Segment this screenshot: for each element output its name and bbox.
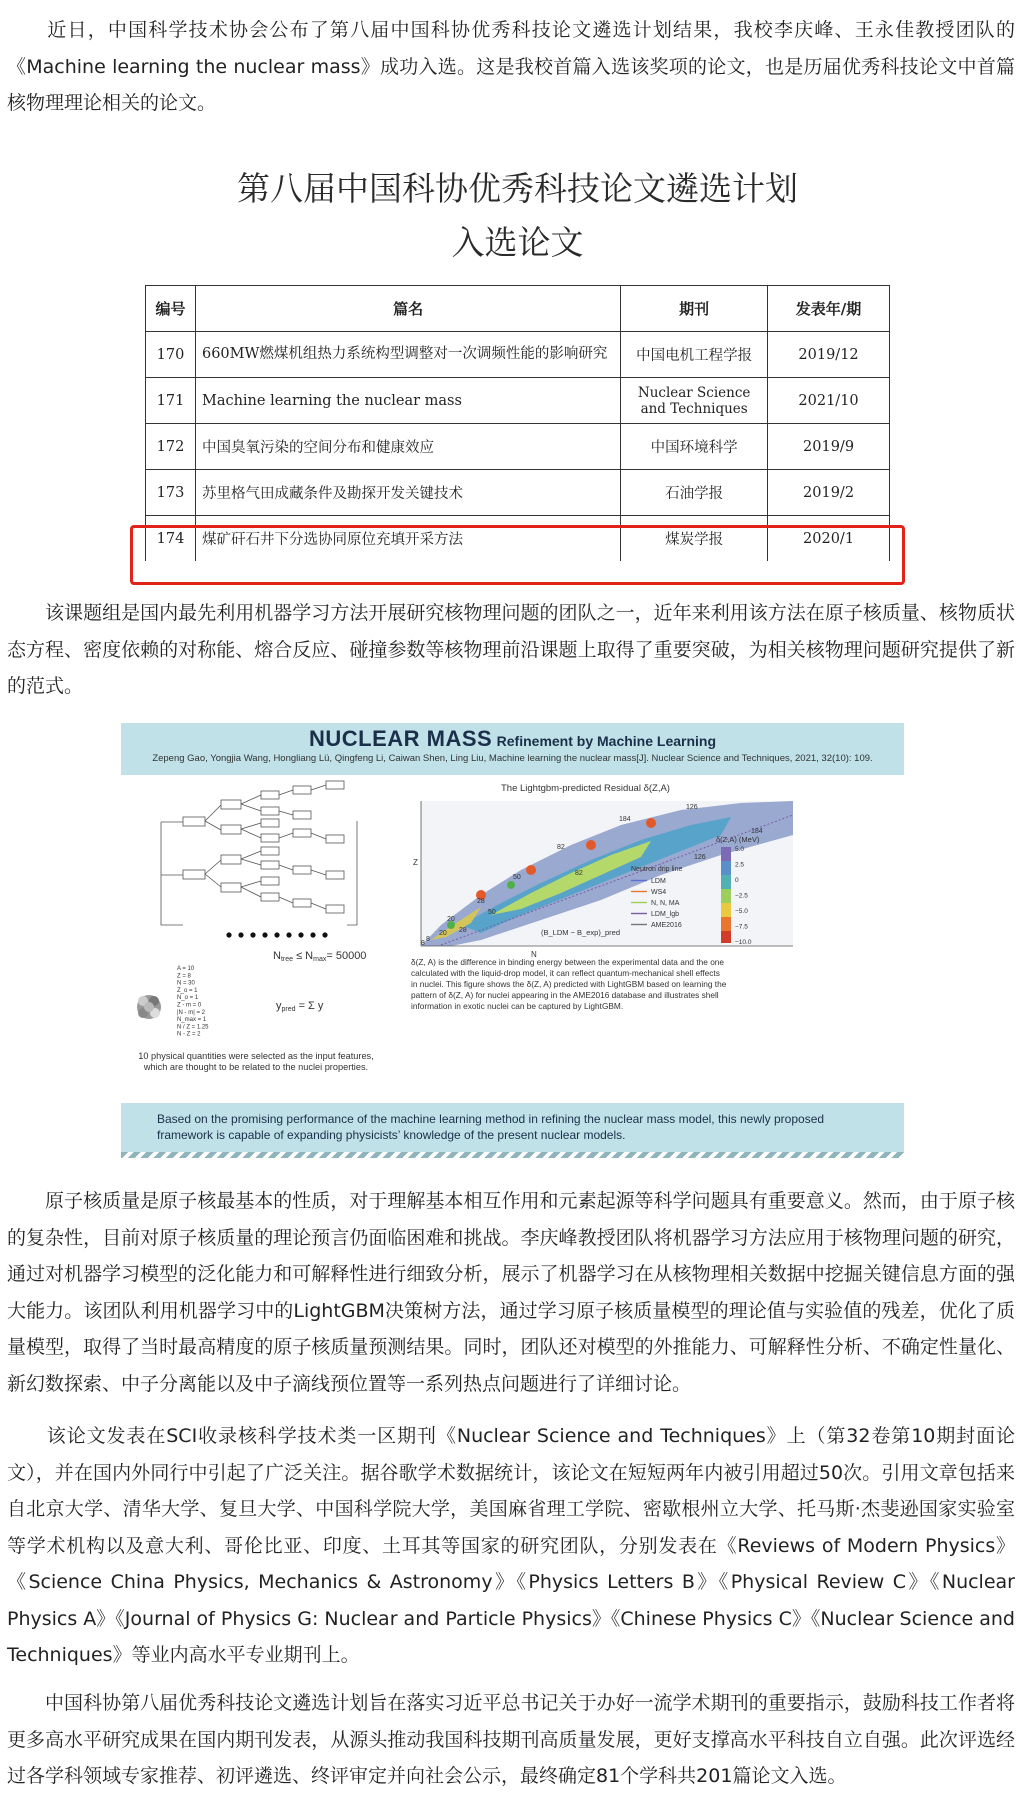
row-title: 苏里格气田成藏条件及勘探开发关键技术 — [195, 470, 620, 516]
feature-item: Z_o = 1 — [177, 987, 198, 994]
legend-item: LDM — [651, 878, 666, 885]
row-year-issue: 2019/9 — [768, 424, 890, 470]
feature-item: N - Z = 2 — [177, 1031, 201, 1038]
row-title: 660MW燃煤机组热力系统构型调整对一次调频性能的影响研究 — [195, 332, 620, 378]
decision-tree-diagram — [161, 781, 357, 925]
header-journal: 期刊 — [621, 286, 768, 332]
right-caption-line: calculated with the liquid-drop model, it can reflect quantum-mechanical shell effects — [411, 968, 720, 978]
table-row — [146, 332, 890, 378]
plot-title: The Lightgbm-predicted Residual δ(Z,A) — [501, 783, 670, 794]
axis-z-label: Z — [413, 858, 418, 867]
magic-number-label: 20 — [439, 930, 447, 937]
colorbar — [721, 847, 731, 943]
legend-title: Neutron drip line — [631, 866, 683, 873]
formula-box: (B_LDM − B_exp)_pred — [541, 928, 620, 937]
poster-graphics — [121, 775, 904, 1105]
legend-item: N, N, MA — [651, 900, 680, 907]
nucleus-icon — [137, 995, 161, 1019]
feature-item: N_o = 1 — [177, 995, 199, 1002]
nuclear-mass-paragraph: 原子核质量是原子核最基本的性质，对于理解基本相互作用和元素起源等科学问题具有重要意义。然而，由于原子核的复杂性，目前对原子核质量的理论预言仍面临困难和挑战。李庆峰教授团队将机器学习方法应用于核物理问题的研究，通过对机器学习模型的泛化能力和可解释性进行细致分析，展示了机器学习在从核物理相关数据中挖掘关键信息方面的强大能力。该团队利用机器学习中的LightGBM决策树方法，通过学习原子核质量模型的理论值与实验值的残差，优化了质量模型，取得了当时最高精度的原子核质量预测结果。同时，团队还对模型的外推能力、可解释性分析、不确定性量化、新幻数探索、中子分离能以及中子滴线预位置等一系列热点问题进行了详细讨论。 — [7, 1190, 1015, 1395]
feature-item: N_max = 1 — [177, 1017, 207, 1024]
colorbar-tick: −10.0 — [735, 939, 752, 946]
poster-footer-text: Based on the promising performance of the machine learning method in refining the nuclear mass model, this newly proposed framework is capable of expanding physicists’ knowledge of the present nuclear models. — [157, 1112, 825, 1142]
award-figure-title: 第八届中国科协优秀科技论文遴选计划 — [237, 169, 798, 208]
award-table — [145, 285, 890, 561]
program-paragraph: 中国科协第八届优秀科技论文遴选计划旨在落实习近平总书记关于办好一流学术期刊的重要指示，鼓励科技工作者将更多高水平研究成果在国内期刊发表，从源头推动我国科技期刊高质量发展，更好支撑高水平科技自立自强。此次评选经过各学科领域专家推荐、初评遴选、终评审定并向社会公示，最终确定81个学科共201篇论文入选。 — [7, 1692, 1015, 1787]
colorbar-tick: −2.5 — [735, 892, 748, 900]
magic-number-label: 28 — [477, 898, 485, 905]
magic-number-label: 50 — [488, 909, 496, 916]
table-row — [146, 470, 890, 516]
magic-number-label: 8 — [426, 936, 430, 943]
row-year-issue: 2021/10 — [768, 378, 890, 424]
colorbar-tick: 2.5 — [735, 861, 745, 869]
colorbar-tick: 5.0 — [735, 846, 745, 853]
poster-footer-band — [121, 1103, 904, 1158]
feature-item: |N - m| = 2 — [177, 1009, 205, 1016]
tree-count-formula: Ntree ≤ Nmax= 50000 — [273, 950, 367, 963]
colorbar-title: δ(Z,A) (MeV) — [716, 835, 760, 844]
feature-item: Z = 8 — [177, 973, 191, 980]
magic-number-label: 82 — [557, 844, 565, 851]
poster-citation: Zepeng Gao, Yongjia Wang, Hongliang Lü, Qingfeng Li, Caiwan Shen, Ling Liu, Machine learning the nuclear mass[J]. Nuclear Science and Techniques, 2021, 32(10): 109. — [152, 753, 873, 764]
right-caption-line: pattern of δ(Z, A) for nuclei appearing in the AME2016 database and illustrates shell — [411, 990, 719, 1000]
team-paragraph: 该课题组是国内最先利用机器学习方法开展研究核物理问题的团队之一，近年来利用该方法在原子核质量、核物质状态方程、密度依赖的对称能、熔合反应、碰撞参数等核物理前沿课题上取得了重要突破，为相关核物理问题研究提供了新的范式。 — [7, 602, 1015, 697]
magic-number-label: 126 — [694, 854, 706, 861]
right-caption-line: in nuclei. This figure shows the δ(Z, A) predicted with LightGBM based on learning the — [411, 979, 727, 989]
row-journal: Nuclear Science and Techniques — [621, 378, 768, 424]
magic-number-label: 184 — [619, 816, 631, 823]
row-number: 170 — [146, 332, 196, 378]
feature-item: A = 10 — [177, 966, 195, 972]
magic-number-label: 28 — [459, 927, 467, 934]
award-table-figure — [145, 155, 890, 573]
header-title: 篇名 — [195, 286, 620, 332]
left-caption-line1: 10 physical quantities were selected as the input features, — [138, 1051, 374, 1061]
row-title: Machine learning the nuclear mass — [195, 378, 620, 424]
right-caption-line: δ(Z, A) is the difference in binding energy between the experimental data and the one — [411, 957, 725, 967]
row-journal: 石油学报 — [621, 470, 768, 516]
row-year-issue: 2020/1 — [768, 516, 890, 562]
colorbar-tick: −7.5 — [735, 923, 748, 931]
magic-number-label: 20 — [447, 916, 455, 923]
magic-number-label: 50 — [513, 874, 521, 881]
row-number: 171 — [146, 378, 196, 424]
poster-title — [121, 726, 904, 752]
row-number: 172 — [146, 424, 196, 470]
tree-dots — [226, 932, 327, 937]
prediction-formula: ypred = Σ y — [276, 1000, 324, 1013]
row-journal: 中国电机工程学报 — [621, 332, 768, 378]
magic-number-label: 126 — [686, 804, 698, 811]
row-year-issue: 2019/2 — [768, 470, 890, 516]
footer-stripe — [121, 1152, 904, 1158]
colorbar-tick: −5.0 — [735, 908, 748, 915]
table-row — [146, 424, 890, 470]
highlight-box — [130, 525, 905, 585]
header-year-issue: 发表年/期 — [768, 286, 890, 332]
row-title: 煤矿矸石井下分选协同原位充填开采方法 — [195, 516, 620, 562]
nuclear-mass-poster — [121, 723, 904, 1158]
feature-item: Z - m = 0 — [177, 1002, 202, 1009]
award-figure-subtitle: 入选论文 — [451, 223, 584, 262]
row-journal: 煤炭学报 — [621, 516, 768, 562]
feature-item: N / Z = 1.25 — [177, 1024, 209, 1031]
magic-number-label: 8 — [421, 940, 425, 947]
row-title: 中国臭氧污染的空间分布和健康效应 — [195, 424, 620, 470]
right-caption-line: information in exotic nuclei can be captured by LightGBM. — [411, 1001, 624, 1011]
magic-number-label: 82 — [575, 870, 583, 877]
feature-list — [177, 966, 209, 1038]
intro-paragraph: 近日，中国科学技术协会公布了第八届中国科协优秀科技论文遴选计划结果，我校李庆峰、王永佳教授团队的《Machine learning the nuclear mass》成功入选。这是我校首篇入选该奖项的论文，也是历届优秀科技论文中首篇核物理理论相关的论文。 — [7, 19, 1015, 114]
table-header-row — [146, 286, 890, 332]
row-year-issue: 2019/12 — [768, 332, 890, 378]
right-caption — [411, 957, 727, 1011]
row-journal: 中国环境科学 — [621, 424, 768, 470]
header-number: 编号 — [146, 286, 196, 332]
poster-title-main: NUCLEAR MASS — [308, 726, 493, 751]
table-row-highlighted — [146, 378, 890, 424]
left-caption-line2: which are thought to be related to the nuclei properties. — [143, 1062, 369, 1072]
row-number: 174 — [146, 516, 196, 562]
colorbar-tick: 0 — [735, 877, 739, 884]
poster-title-sub: Refinement by Machine Learning — [496, 733, 717, 749]
legend-item: WS4 — [651, 889, 667, 896]
legend-item: LDM_lgb — [651, 911, 680, 918]
publication-paragraph: 该论文发表在SCI收录核科学技术类一区期刊《Nuclear Science and Techniques》上（第32卷第10期封面论文），并在国内外同行中引起了广泛关注。据谷歌学术数据统计，该论文在短短两年内被引用超过50次。引用文章包括来自北京大学、清华大学、复旦大学、中国科学院大学，美国麻省理工学院、密歇根州立大学、托马斯·杰斐逊国家实验室等学术机构以及意大利、哥伦比亚、印度、土耳其等国家的研究团队，分别发表在《Reviews of Modern Physics》《Science China Physics, Mechanics & Astronomy》《Physics Letters B》《Physical Review C》《Nuclear Physics A》《Journal of Physics G: Nuclear and Particle Physics》《Chinese Physics C》《Nuclear Science and Techniques》等业内高水平专业期刊上。 — [7, 1425, 1015, 1666]
axis-n-label: N — [531, 950, 537, 959]
magic-number-label: 184 — [751, 828, 763, 835]
row-number: 173 — [146, 470, 196, 516]
legend-item: AME2016 — [651, 922, 682, 929]
feature-item: N = 30 — [177, 980, 195, 987]
